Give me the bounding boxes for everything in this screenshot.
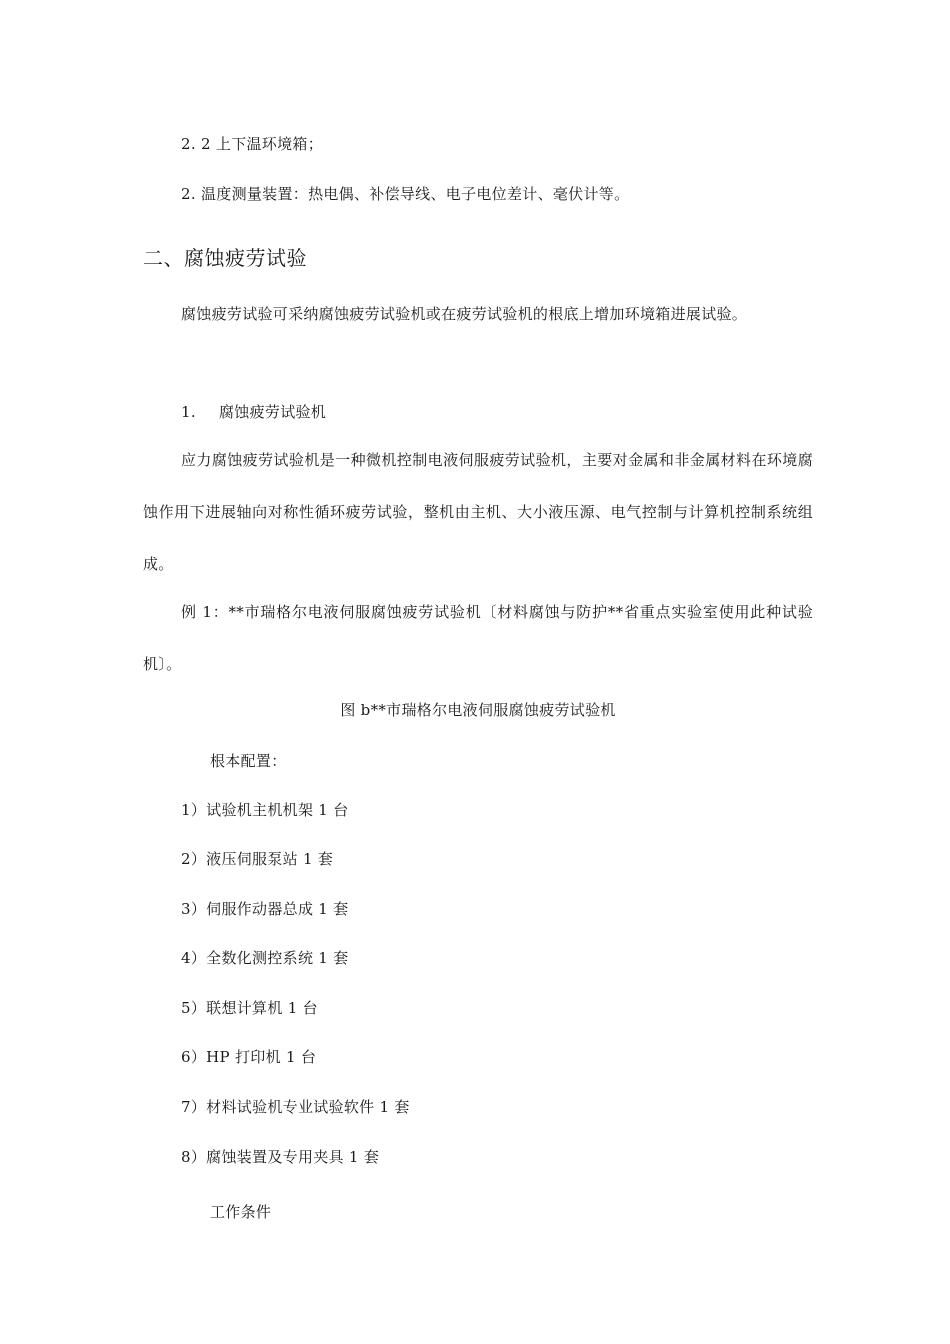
section-heading: 二、腐蚀疲劳试验 bbox=[143, 246, 307, 270]
subsection-label: 腐蚀疲劳试验机 bbox=[219, 403, 327, 421]
config-item: 8）腐蚀装置及专用夹具 1 套 bbox=[181, 1148, 380, 1166]
list-line-2-2: 2. 2 上下温环境箱； bbox=[181, 135, 323, 153]
subsection-title bbox=[181, 402, 326, 422]
config-item: 2）液压伺服泵站 1 套 bbox=[181, 850, 334, 868]
description-paragraph: 应力腐蚀疲劳试验机是一种微机控制电液伺服疲劳试验机，主要对金属和非金属材料在环境腐蚀作用下进展轴向对称性循环疲劳试验，整机由主机、大小液压源、电气控制与计算机控制系统组成。 bbox=[143, 451, 813, 573]
config-item: 6）HP 打印机 1 台 bbox=[181, 1048, 317, 1066]
config-item: 4）全数化测控系统 1 套 bbox=[181, 949, 349, 967]
config-item: 5）联想计算机 1 台 bbox=[181, 999, 318, 1017]
config-item: 3）伺服作动器总成 1 套 bbox=[181, 900, 349, 918]
work-conditions-title: 工作条件 bbox=[210, 1203, 272, 1221]
figure-caption: 图 b**市瑞格尔电液伺服腐蚀疲劳试验机 bbox=[340, 701, 616, 719]
example-paragraph: 例 1：**市瑞格尔电液伺服腐蚀疲劳试验机〔材料腐蚀与防护**省重点实验室使用此种试验机〕。 bbox=[143, 603, 813, 673]
config-title: 根本配置： bbox=[210, 752, 287, 770]
intro-paragraph: 腐蚀疲劳试验可采纳腐蚀疲劳试验机或在疲劳试验机的根底上增加环境箱进展试验。 bbox=[181, 305, 748, 323]
subsection-number: 1. bbox=[181, 403, 196, 421]
list-line-temperature: 2. 温度测量装置：热电偶、补偿导线、电子电位差计、毫伏计等。 bbox=[181, 185, 630, 203]
config-item: 1）试验机主机机架 1 台 bbox=[181, 801, 349, 819]
config-item: 7）材料试验机专业试验软件 1 套 bbox=[181, 1098, 410, 1116]
